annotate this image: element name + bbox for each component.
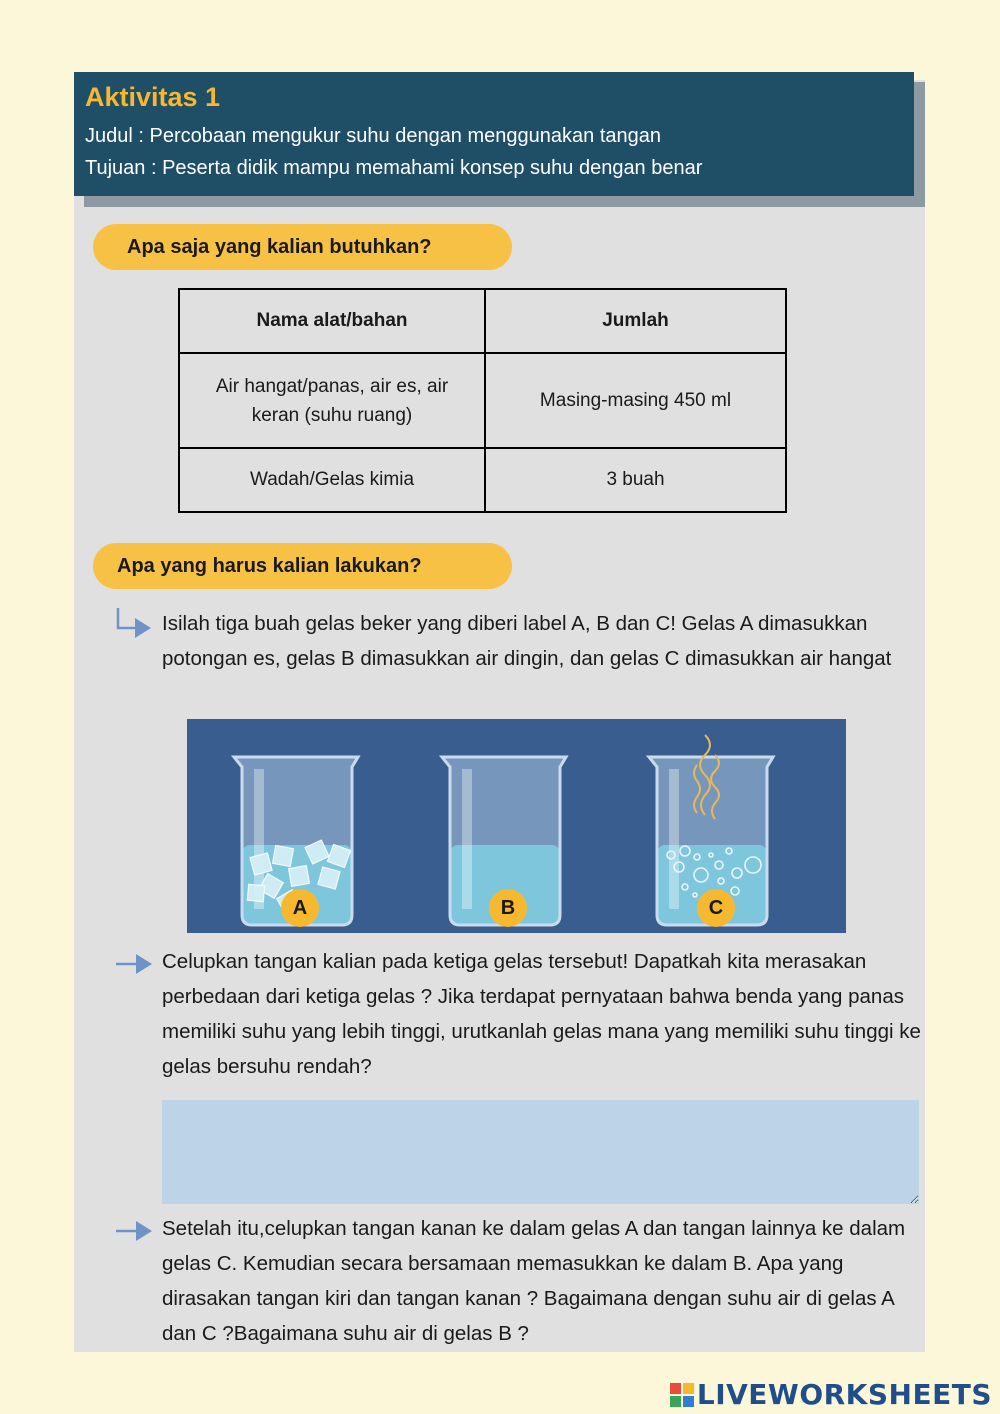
arrow-right-icon [114, 1219, 154, 1243]
activity-tujuan: Tujuan : Peserta didik mampu memahami konsep suhu dengan benar [85, 157, 703, 179]
table-row [179, 448, 786, 512]
brand-text: LIVEWORKSHEETS [696, 1378, 992, 1411]
liveworksheets-brand[interactable] [670, 1378, 992, 1411]
table-header-qty: Jumlah [485, 289, 786, 353]
table-cell: Wadah/Gelas kimia [179, 448, 485, 512]
step-1-text: Isilah tiga buah gelas beker yang diberi label A, B dan C! Gelas A dimasukkan potongan es, gelas B dimasukkan air dingin, dan gelas C dimasukkan air hangat [162, 612, 892, 670]
glass-label-b: B [489, 889, 527, 927]
liveworksheets-logo-icon [670, 1383, 694, 1407]
activity-title: Aktivitas 1 [85, 82, 221, 112]
table-cell: Masing-masing 450 ml [485, 353, 786, 448]
glass-label-a: A [281, 889, 319, 927]
beaker-illustration [187, 719, 846, 933]
activity-judul: Judul : Percobaan mengukur suhu dengan menggunakan tangan [85, 125, 661, 147]
table-cell: 3 buah [485, 448, 786, 512]
answer-input[interactable] [162, 1100, 919, 1204]
table-cell: Air hangat/panas, air es, air keran (suhu ruang) [179, 353, 485, 448]
step-3-text: Setelah itu,celupkan tangan kanan ke dalam gelas A dan tangan lainnya ke dalam gelas C. Kemudian secara bersamaan memasukkan ke dalam B. Apa yang dirasakan tangan kiri dan tangan kanan ? Bagaimana dengan suhu air di gelas A dan C ?Bagaimana suhu air di gelas B ? [162, 1217, 906, 1345]
section-heading-needs: Apa saja yang kalian butuhkan? [93, 224, 512, 270]
arrow-right-icon [114, 952, 154, 976]
step-2-text: Celupkan tangan kalian pada ketiga gelas tersebut! Dapatkah kita merasakan perbedaan dari ketiga gelas ? Jika terdapat pernyataan bahwa benda yang panas memiliki suhu yang lebih tinggi, urutkanlah gelas mana yang memiliki suhu tinggi ke gelas bersuhu rendah? [162, 950, 921, 1078]
section-heading-steps: Apa yang harus kalian lakukan? [93, 543, 512, 589]
glass-label-c: C [697, 889, 735, 927]
materials-table [178, 288, 787, 513]
bent-arrow-icon [113, 606, 153, 640]
table-header-name: Nama alat/bahan [179, 289, 485, 353]
activity-header [74, 72, 914, 196]
table-row [179, 353, 786, 448]
